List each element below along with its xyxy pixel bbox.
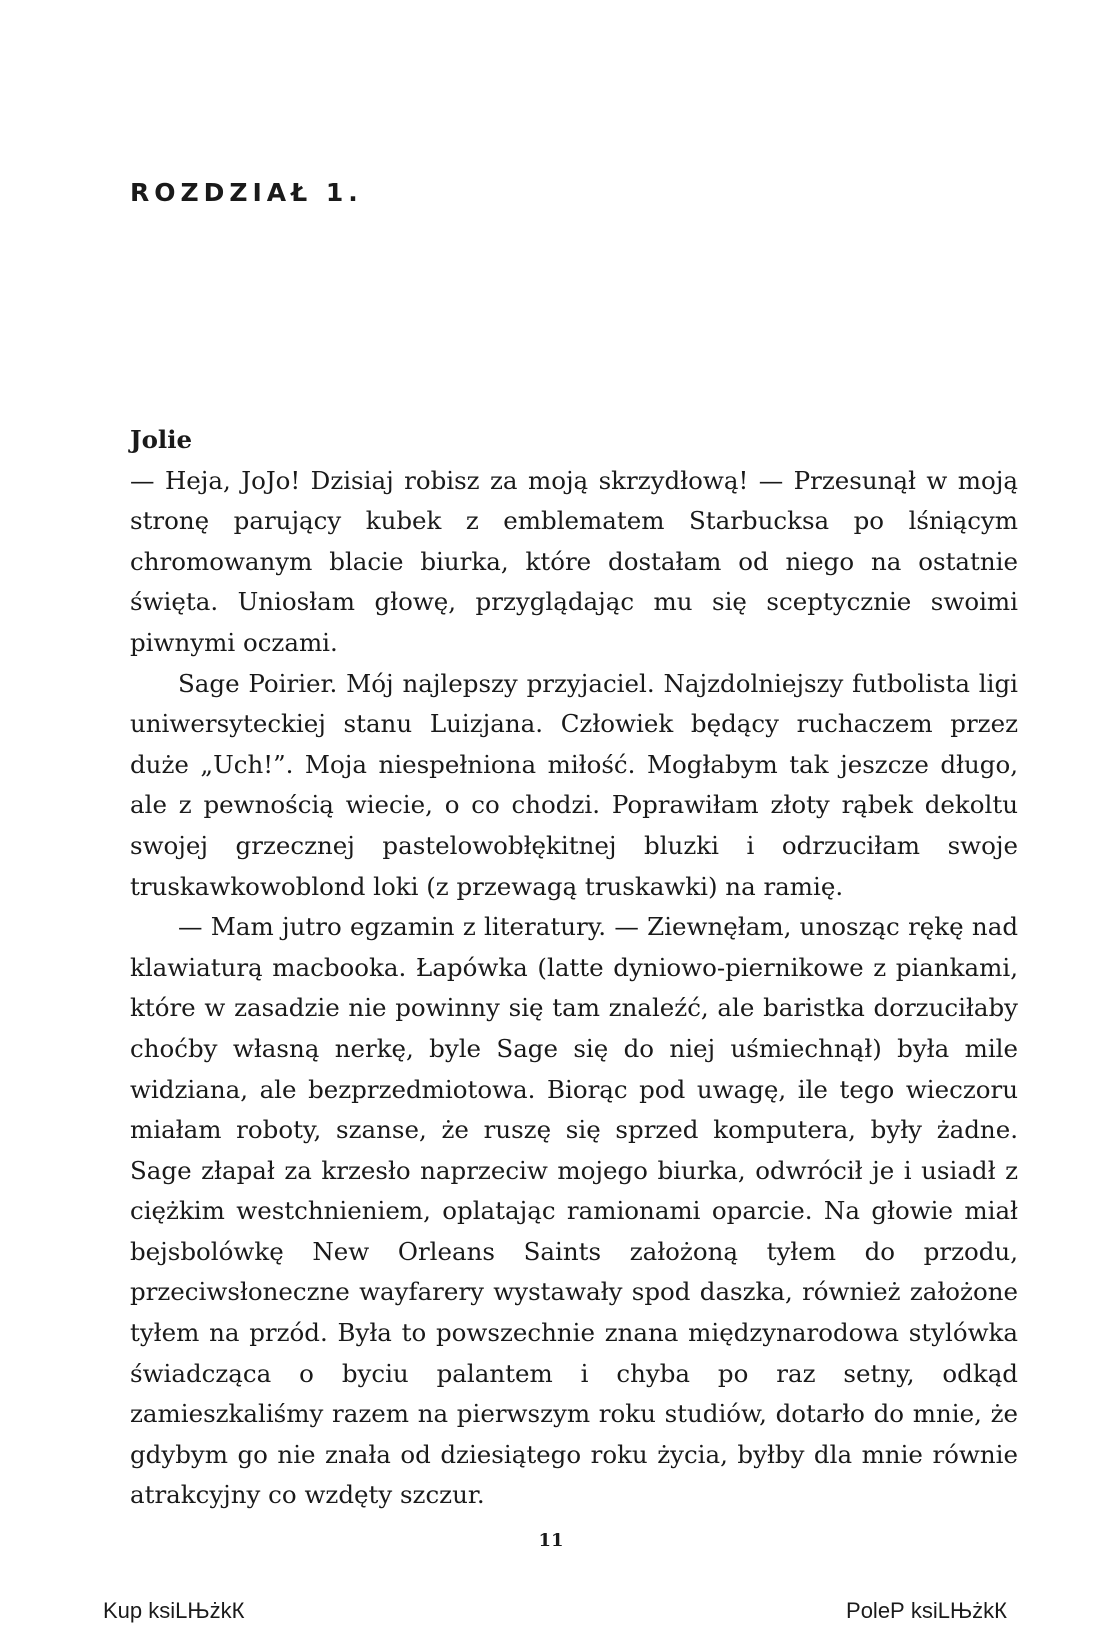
- paragraph: — Heja, JoJo! Dzisiaj robisz za moją skrzydłową! — Przesunął w moją stronę parujący kubek z emblematem Starbucksa po lśniącym chromowanym blacie biurka, które dostałam od niego na ostatnie święta. Uniosłam głowę, przyglądając mu się sceptycznie swoimi piwnymi oczami.: [130, 465, 1018, 657]
- recommend-book-link[interactable]: PoleР ksiLЊżkК: [846, 1598, 1007, 1623]
- speaker-name: Jolie: [130, 425, 193, 454]
- chapter-text: [130, 420, 1018, 1516]
- page-number: 11: [538, 1530, 564, 1551]
- buy-book-link[interactable]: Kup ksiLЊżkК: [103, 1598, 245, 1623]
- paragraph: Sage Poirier. Mój najlepszy przyjaciel. Najzdolniejszy futbolista ligi uniwersyteckiej stanu Luizjana. Człowiek będący ruchaczem przez duże „Uch!”. Moja niespełniona miłość. Mogłabym tak jeszcze długo, ale z pewnością wiecie, o co chodzi. Poprawiłam złoty rąbek dekoltu swojej grzecznej pastelowobłękitnej bluzki i odrzuciłam swoje truskawkowoblond loki (z przewagą truskawki) na ramię.: [130, 668, 1018, 901]
- paragraph: — Mam jutro egzamin z literatury. — Ziewnęłam, unosząc rękę nad klawiaturą macbooka. Łapówka (latte dyniowo-piernikowe z piankami, które w zasadzie nie powinny się tam znaleźć, ale baristka dorzuciłaby choćby własną nerkę, byle Sage się do niej uśmiechnął) była mile widziana, ale bezprzedmiotowa. Biorąc pod uwagę, ile tego wieczoru miałam roboty, szanse, że ruszę się sprzed komputera, były żadne. Sage złapał za krzesło naprzeciw mojego biurka, odwrócił je i usiadł z ciężkim westchnieniem, oplatając ramionami oparcie. Na głowie miał bejsbolówkę New Orleans Saints założoną tyłem do przodu, przeciwsłoneczne wayfarery wystawały spod daszka, również założone tyłem na przód. Była to powszechnie znana międzynarodowa stylówka świadcząca o byciu palantem i chyba po raz setny, odkąd zamieszkaliśmy razem na pierwszym roku studiów, dotarło do mnie, że gdybym go nie znała od dziesiątego roku życia, byłby dla mnie równie atrakcyjny co wzdęty szczur.: [130, 912, 1018, 1510]
- chapter-heading: ROZDZIAŁ 1.: [130, 178, 363, 207]
